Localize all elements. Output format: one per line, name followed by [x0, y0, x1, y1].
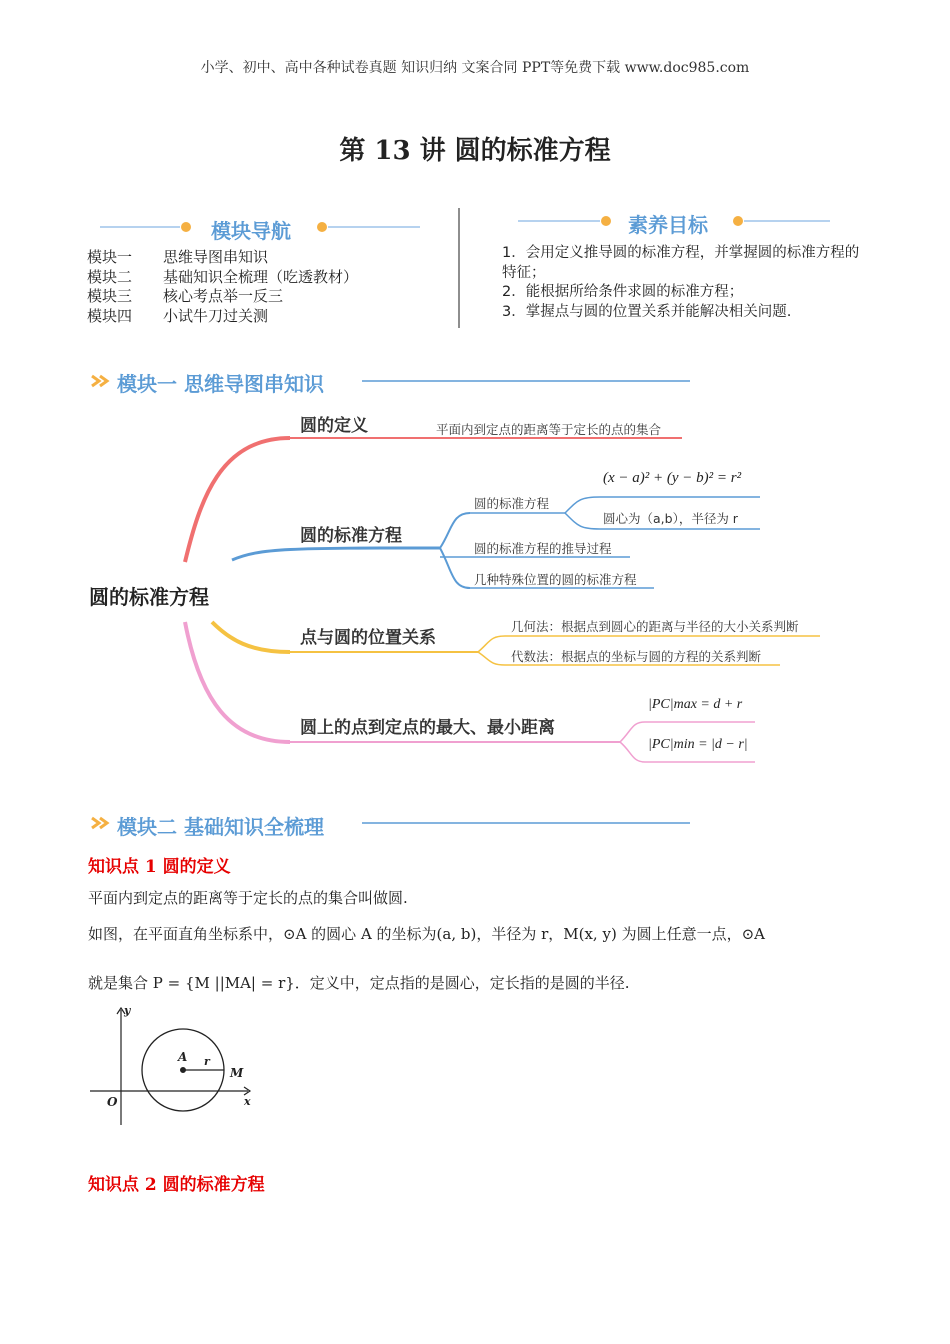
mindmap-center: 圆的标准方程 [89, 585, 209, 609]
max-distance-formula: |PC|max = d + r [648, 697, 743, 712]
nav-title: 模块导航 [211, 219, 291, 243]
goals-list [502, 244, 872, 322]
sub-derivation: 圆的标准方程的推导过程 [474, 541, 612, 556]
branch-standard-eq: 圆的标准方程 [300, 526, 402, 546]
sub-standard-eq: 圆的标准方程 [474, 496, 550, 511]
nav-list [87, 248, 358, 326]
sub-special-positions: 几种特殊位置的圆的标准方程 [474, 572, 637, 587]
knowledge-point-1: 知识点 1 圆的定义 [88, 857, 231, 877]
center-a-label: A [178, 1050, 188, 1064]
page-title: 第 13 讲 圆的标准方程 [339, 136, 611, 166]
goal-item: 2．能根据所给条件求圆的标准方程； [502, 284, 744, 300]
center-radius-text: 圆心为（a,b），半径为 r [603, 511, 738, 526]
point-m-label: M [230, 1066, 244, 1080]
definition-detail-1: 如图，在平面直角坐标系中，⊙A 的圆心 A 的坐标为(a, b)，半径为 r，M(x, y) 为圆上任意一点，⊙A [88, 925, 765, 943]
branch-position: 点与圆的位置关系 [300, 628, 436, 648]
nav-item[interactable]: 模块二 基础知识全梳理（吃透教材） [87, 267, 359, 286]
axis-y-label: y [124, 1004, 131, 1017]
definition-detail-2: 就是集合 P = {M ||MA| = r}．定义中，定点指的是圆心，定长指的是圆的半径. [88, 974, 630, 992]
definition-text: 平面内到定点的距离等于定长的点的集合叫做圆. [88, 889, 408, 907]
axis-x-label: x [244, 1095, 251, 1108]
branch-definition-leaf: 平面内到定点的距离等于定长的点的集合 [436, 422, 662, 437]
nav-item[interactable]: 模块三 核心考点举一反三 [87, 287, 284, 305]
radius-label: r [204, 1055, 210, 1068]
nav-item[interactable]: 模块四 小试牛刀过关测 [87, 306, 269, 325]
origin-label: O [107, 1095, 118, 1109]
standard-eq-formula: (x − a)² + (y − b)² = r² [603, 470, 742, 486]
branch-definition: 圆的定义 [300, 416, 368, 436]
module1-title: 模块一 思维导图串知识 [117, 372, 324, 396]
module1-chevron-icon [92, 376, 107, 386]
module2-chevron-icon [92, 818, 107, 828]
page-header: 小学、初中、高中各种试卷真题 知识归纳 文案合同 PPT等免费下载 www.doc985.com [200, 60, 750, 76]
min-distance-formula: |PC|min = |d − r| [648, 737, 748, 752]
module2-title: 模块二 基础知识全梳理 [117, 815, 324, 839]
goal-item: 3．掌握点与圆的位置关系并能解决相关问题. [502, 303, 792, 320]
geometric-method: 几何法：根据点到圆心的距离与半径的大小关系判断 [511, 619, 799, 634]
goals-title: 素养目标 [628, 213, 708, 237]
goal-item: 1．会用定义推导圆的标准方程，并掌握圆的标准方程的特征； [502, 245, 860, 281]
nav-item[interactable]: 模块一 思维导图串知识 [87, 248, 269, 266]
algebraic-method: 代数法：根据点的坐标与圆的方程的关系判断 [511, 649, 762, 664]
branch-distance: 圆上的点到定点的最大、最小距离 [300, 718, 555, 738]
knowledge-point-2: 知识点 2 圆的标准方程 [88, 1175, 265, 1195]
